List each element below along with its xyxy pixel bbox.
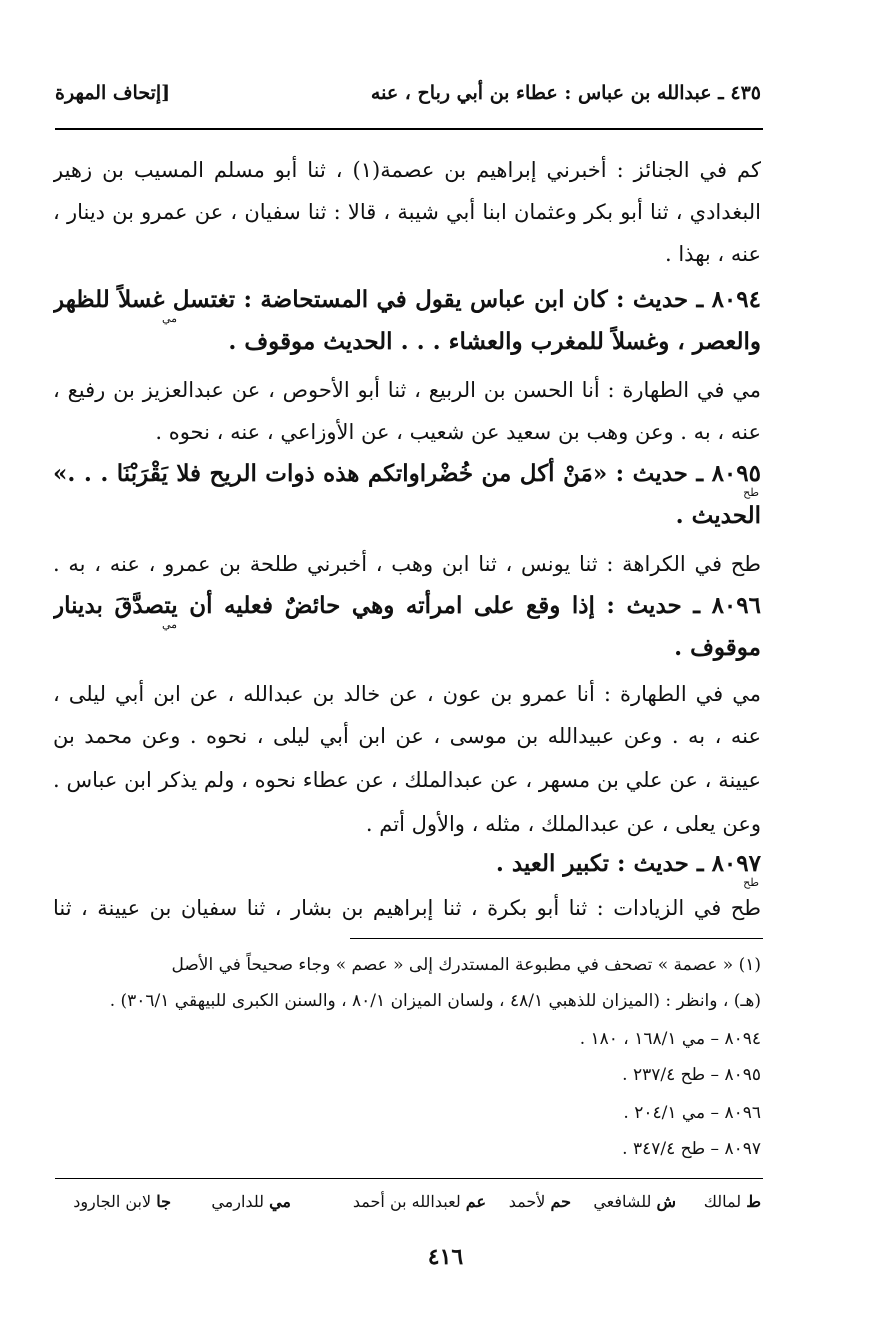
source-mark-mi: مي xyxy=(161,618,177,631)
abbreviation-item: جا لابن الجارود xyxy=(73,1192,171,1211)
body-line: عيينة ، عن علي بن مسهر ، عن عبدالملك ، عن عطاء نحوه ، ولم يذكر ابن عباس . xyxy=(53,768,761,792)
source-mark-tah: طح xyxy=(743,876,759,889)
running-header-book: [إتحاف المهرة xyxy=(55,82,171,104)
body-line: عنه ، به . وعن عبيدالله بن موسى ، عن ابن أبي ليلى ، نحوه . وعن محمد بن xyxy=(53,724,761,748)
footnote-1-cont: (هـ) ، وانظر : (الميزان للذهبي ٤٨/١ ، ولسان الميزان ٨٠/١ ، والسنن الكبرى للبيهقي ٣٠٦/١) . xyxy=(109,991,761,1011)
hadith-8096-heading-cont: موقوف . xyxy=(674,634,761,661)
hadith-8095-heading: ٨٠٩٥ ـ حديث : «مَنْ أكل من خُضْراواتكم هذه ذوات الريح فلا يَقْرَبْنَا . . .» xyxy=(53,460,761,487)
abbreviation-item: عم لعبدالله بن أحمد xyxy=(352,1192,486,1211)
source-mark-tah: طح xyxy=(743,486,759,499)
body-line: عنه ، بهذا . xyxy=(665,242,761,266)
body-line: وعن يعلى ، عن عبدالملك ، مثله ، والأول أتم . xyxy=(365,812,761,836)
body-line: مي في الطهارة : أنا عمرو بن عون ، عن خالد بن عبدالله ، عن ابن أبي ليلى ، xyxy=(53,682,761,706)
reference-8097: ٨٠٩٧ – طح ٣٤٧/٤ . xyxy=(622,1139,761,1159)
hadith-8094-heading: ٨٠٩٤ ـ حديث : كان ابن عباس يقول في المستحاضة : تغتسل غسلاً للظهر xyxy=(53,286,761,313)
page-number: ٤١٦ xyxy=(427,1244,464,1270)
hadith-8096-heading: ٨٠٩٦ ـ حديث : إذا وقع على امرأته وهي حائضٌ فعليه أن يتصدَّقَ بدينار xyxy=(53,592,761,619)
source-mark-mi: مي xyxy=(161,312,177,325)
footnote-rule xyxy=(350,938,763,939)
body-line: كم في الجنائز : أخبرني إبراهيم بن عصمة(١) ، ثنا أبو مسلم المسيب بن زهير xyxy=(53,158,761,182)
body-line: مي في الطهارة : أنا الحسن بن الربيع ، ثنا أبو الأحوص ، عن عبدالعزيز بن رفيع ، xyxy=(53,378,761,402)
abbreviation-item: ط لمالك xyxy=(703,1192,761,1211)
reference-8094: ٨٠٩٤ – مي ١٦٨/١ ، ١٨٠ . xyxy=(579,1029,761,1049)
abbreviation-item: حم لأحمد xyxy=(508,1192,571,1211)
body-line: طح في الكراهة : ثنا يونس ، ثنا ابن وهب ، أخبرني طلحة بن عمرو ، عنه ، به . xyxy=(53,552,761,576)
hadith-8097-heading: ٨٠٩٧ ـ حديث : تكبير العيد . xyxy=(495,850,761,877)
header-rule xyxy=(55,128,763,130)
reference-8096: ٨٠٩٦ – مي ٢٠٤/١ . xyxy=(623,1103,761,1123)
running-header-title: ٤٣٥ ـ عبدالله بن عباس : عطاء بن أبي رباح ، عنه xyxy=(370,82,761,104)
body-line: عنه ، به . وعن وهب بن سعيد عن شعيب ، عن الأوزاعي ، عنه ، نحوه . xyxy=(155,420,761,444)
footnote-1: (١) « عصمة » تصحف في مطبوعة المستدرك إلى « عصم » وجاء صحيحاً في الأصل xyxy=(171,955,761,975)
hadith-8094-heading-cont: والعصر ، وغسلاً للمغرب والعشاء . . . الحديث موقوف . xyxy=(228,328,761,355)
body-line: البغدادي ، ثنا أبو بكر وعثمان ابنا أبي شيبة ، قالا : ثنا سفيان ، عن عمرو بن دينار ، xyxy=(53,200,761,224)
abbreviation-item: ش للشافعي xyxy=(593,1192,676,1211)
hadith-8095-heading-cont: الحديث . xyxy=(675,502,761,529)
body-line: طح في الزيادات : ثنا أبو بكرة ، ثنا إبراهيم بن بشار ، ثنا سفيان بن عيينة ، ثنا xyxy=(53,896,761,920)
abbreviations-rule xyxy=(55,1178,763,1179)
abbreviation-item: مي للدارمي xyxy=(211,1192,291,1211)
reference-8095: ٨٠٩٥ – طح ٢٣٧/٤ . xyxy=(622,1065,761,1085)
